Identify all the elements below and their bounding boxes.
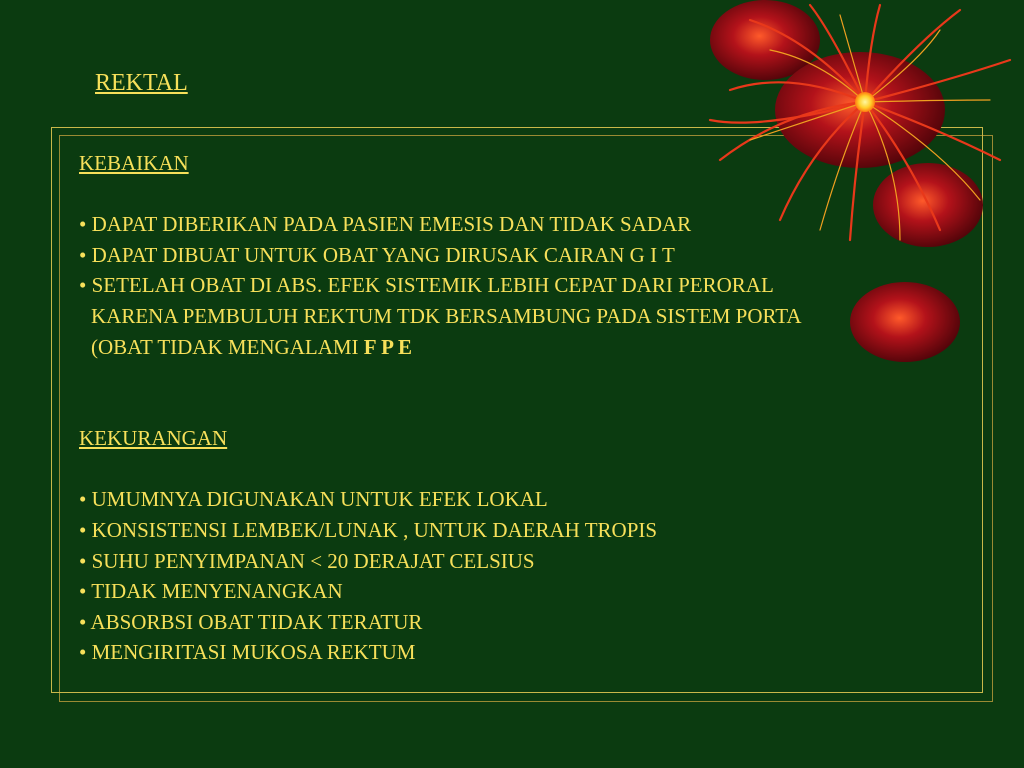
list-item: • MENGIRITASI MUKOSA REKTUM (79, 640, 416, 665)
list-item: • DAPAT DIBERIKAN PADA PASIEN EMESIS DAN TIDAK SADAR (79, 212, 692, 237)
kebaikan-heading: KEBAIKAN (79, 151, 189, 175)
list-item: • SUHU PENYIMPANAN < 20 DERAJAT CELSIUS (79, 548, 535, 573)
list-item: • TIDAK MENYENANGKAN (79, 579, 343, 604)
content-body (79, 148, 979, 668)
slide-title: REKTAL (95, 70, 188, 96)
fpe-bold-text: F P E (363, 334, 413, 359)
continuation-text: (OBAT TIDAK MENGALAMI (91, 334, 364, 359)
kekurangan-heading: KEKURANGAN (79, 426, 228, 451)
list-item-continuation: KARENA PEMBULUH REKTUM TDK BERSAMBUNG PADA SISTEM PORTA (91, 303, 802, 328)
list-item: • DAPAT DIBUAT UNTUK OBAT YANG DIRUSAK CAIRAN G I T (79, 242, 675, 267)
list-item: • KONSISTENSI LEMBEK/LUNAK , UNTUK DAERAH TROPIS (79, 517, 658, 542)
list-item: • ABSORBSI OBAT TIDAK TERATUR (79, 609, 423, 634)
list-item-continuation (79, 332, 979, 363)
list-item: • UMUMNYA DIGUNAKAN UNTUK EFEK LOKAL (79, 487, 548, 512)
list-item: • SETELAH OBAT DI ABS. EFEK SISTEMIK LEBIH CEPAT DARI PERORAL (79, 273, 774, 298)
